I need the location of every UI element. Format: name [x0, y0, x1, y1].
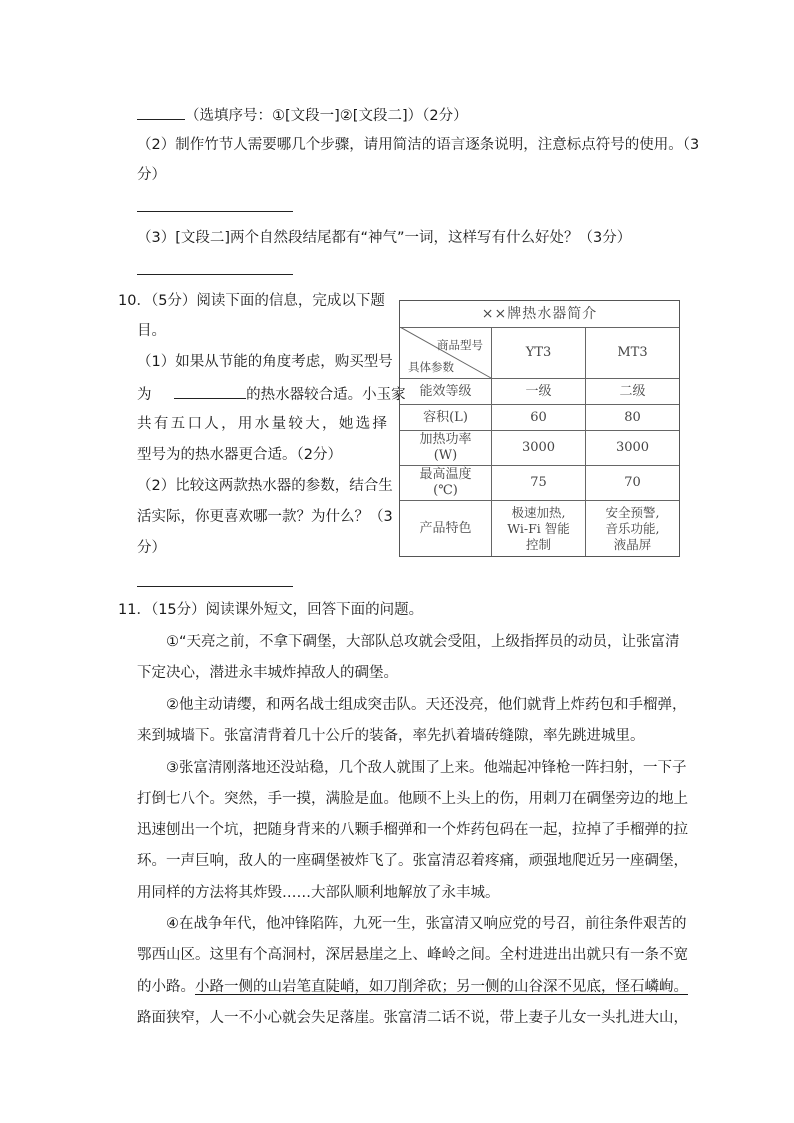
- q11-p3-line1: ③张富清刚落地还没站稳，几个敌人就围了上来。他端起冲锋枪一阵扫射，一下子: [166, 760, 687, 776]
- q-prev-q2-line2: 分）: [137, 167, 166, 183]
- q10-p1-line1: （1）如果从节能的角度考虑，购买型号: [137, 354, 393, 370]
- answer-line-1: [137, 104, 468, 126]
- q10-heading: 10．（5分）阅读下面的信息，完成以下题: [118, 293, 385, 309]
- cell-yt3-power: 3000: [521, 440, 556, 455]
- q11-p1-line2: 下定决心，潜进永丰城炸掉敌人的碉堡。: [137, 665, 398, 681]
- q11-p3-line2: 打倒七八个。突然，手一摸，满脸是血。他顾不上头上的伤，用刺刀在碉堡旁边的地上: [137, 791, 688, 807]
- cell-mt3-max-temp: 70: [624, 475, 641, 490]
- row-label-power: 加热功率 (W): [419, 432, 472, 463]
- cell-yt3-capacity: 60: [530, 409, 547, 425]
- diag-top-label: 商品型号: [437, 338, 483, 352]
- cell-mt3-efficiency: 二级: [619, 383, 646, 399]
- q11-p4-line1: ④在战争年代，他冲锋陷阵，九死一生，张富清又响应党的号召，前往条件艰苦的: [166, 916, 687, 932]
- cell-mt3-capacity: 80: [624, 409, 641, 425]
- q11-p2-line1: ②他主动请缨，和两名战士组成突击队。天还没亮，他们就背上炸药包和手榴弹，: [166, 697, 687, 713]
- row-label-features: 产品特色: [419, 520, 472, 536]
- q10-p2-line2: 活实际，你更喜欢哪一款？为什么？（3: [137, 509, 393, 525]
- diag-bottom-label: 具体参数: [408, 360, 454, 374]
- col-header-mt3: MT3: [617, 345, 648, 360]
- answer-line-q3[interactable]: [137, 274, 293, 275]
- cell-yt3-features: 极速加热, Wi-Fi 智能 控制: [507, 504, 570, 552]
- q11-p3-line3: 迅速刨出一个坑，把随身背来的八颗手榴弹和一个炸药包码在一起，拉掉了手榴弹的拉: [137, 822, 688, 838]
- q10-heading-cont: 目。: [137, 323, 166, 339]
- q10-p1-line4: 型号为的热水器更合适。（2分）: [137, 447, 342, 463]
- q-prev-q2-line1: （2）制作竹节人需要哪几个步骤，请用简洁的语言逐条说明，注意标点符号的使用。（3: [137, 137, 700, 153]
- q11-p1-line1: ①“天亮之前，不拿下碉堡，大部队总攻就会受阻，上级指挥员的动员，让张富清: [166, 634, 680, 650]
- cell-yt3-efficiency: 一级: [525, 383, 552, 399]
- cell-mt3-features: 安全预警, 音乐功能, 液晶屏: [605, 504, 660, 552]
- q10-p1-line2: 为 的热水器较合适。小玉家: [137, 383, 387, 405]
- answer-line-q2[interactable]: [137, 211, 293, 212]
- q-prev-line1: （选填序号：①[文段一]②[文段二]）（2分）: [185, 108, 468, 124]
- q11-p2-line2: 来到城墙下。张富清背着几十公斤的装备，率先扒着墙砖缝隙，率先跳进城里。: [137, 728, 645, 744]
- answer-blank[interactable]: [137, 104, 185, 120]
- water-heater-table: [399, 300, 680, 557]
- q11-p4-line2: 鄂西山区。这里有个高洞村，深居悬崖之上、峰岭之间。全村进进出出就只有一条不宽: [137, 947, 688, 963]
- model-blank[interactable]: [174, 383, 246, 399]
- q11-p3-line4: 环。一声巨响，敌人的一座碉堡被炸飞了。张富清忍着疼痛，顽强地爬近另一座碉堡，: [137, 853, 688, 869]
- q10-p2-line3: 分）: [137, 540, 166, 556]
- q11-heading: 11．（15分）阅读课外短文，回答下面的问题。: [118, 602, 424, 618]
- answer-line-q10[interactable]: [137, 586, 293, 587]
- underlined-sentence: 小路一侧的山岩笔直陡峭，如刀削斧砍；另一侧的山谷深不见底，怪石嶙峋。: [195, 979, 688, 995]
- row-label-max-temp: 最高温度 (℃): [419, 467, 472, 498]
- cell-mt3-power: 3000: [615, 440, 650, 455]
- q10-p1-line3: 共有五口人，用水量较大，她选择: [137, 416, 387, 432]
- row-label-efficiency: 能效等级: [419, 383, 472, 399]
- row-label-capacity: 容积(L): [423, 409, 468, 425]
- q11-p4-line4: 路面狭窄，人一不小心就会失足落崖。张富清二话不说，带上妻子儿女一头扎进大山，: [137, 1010, 688, 1026]
- q-prev-q3: （3）[文段二]两个自然段结尾都有“神气”一词，这样写有什么好处？（3分）: [137, 230, 632, 246]
- q10-p2-line1: （2）比较这两款热水器的参数，结合生: [137, 478, 393, 494]
- col-header-yt3: YT3: [525, 345, 552, 360]
- table-title: ××牌热水器简介: [481, 306, 598, 322]
- cell-yt3-max-temp: 75: [530, 475, 547, 490]
- q11-p4-line3: 的小路。小路一侧的山岩笔直陡峭，如刀削斧砍；另一侧的山谷深不见底，怪石嶙峋。: [137, 979, 688, 995]
- q11-p3-line5: 用同样的方法将其炸毁……大部队顺利地解放了永丰城。: [137, 885, 500, 901]
